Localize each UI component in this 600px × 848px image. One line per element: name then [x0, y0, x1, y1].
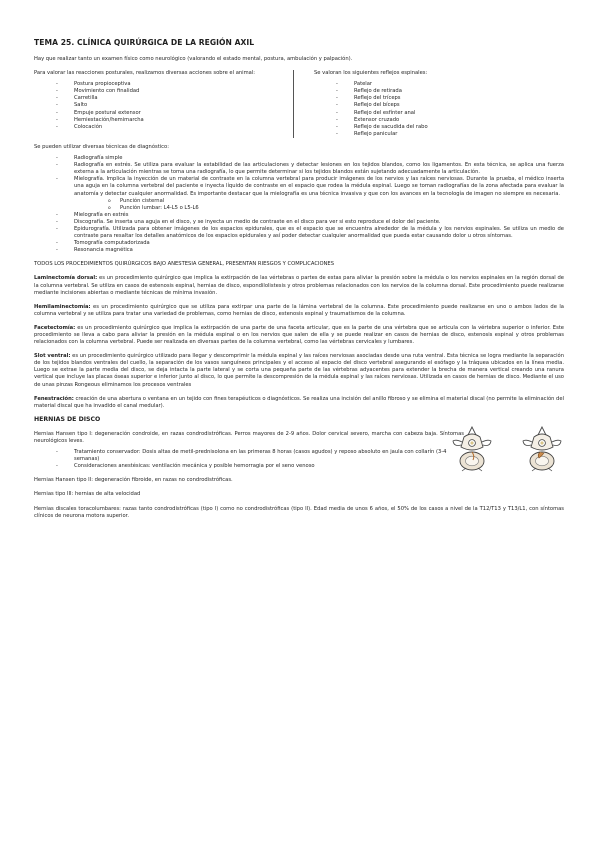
hernia-type-3: Hernias tipo III: hernias de alta velocidad [34, 491, 141, 498]
procedures-heading: TODOS LOS PROCEDIMIENTOS QUIRÚRGICOS BAJO ANESTESIA GENERAL, PRESENTAN RIESGOS Y COMPLICACIONES [34, 261, 334, 268]
list-item: - Hemiestación/hemimarcha [56, 117, 279, 124]
two-column-section [34, 70, 564, 138]
vertebra-diagram-2 [520, 425, 564, 477]
postural-reactions-heading: Para valorar las reacciones posturales, realizamos diversas acciones sobre el animal: [34, 70, 256, 77]
list-item: - Empuje postural extensor [56, 110, 279, 117]
hemilaminectomy-term: Hemilaminectomía: [34, 303, 91, 310]
list-item: - Radiografía en estrés. Se utiliza para evaluar la estabilidad de las articulaciones y detectar lesiones en los tejidos blandos, como los ligamentos. En esta técnica, se aplica una fuerza externa a la articulación mientras se toma una radiografía, lo que permite determinar si los tejidos blandos están sujetando adecuadamente la articulación. [56, 162, 564, 176]
list-item: - Reflejo de sacudida del rabo [336, 124, 564, 131]
list-item: - Discografía. Se inserta una aguja en el disco, y se inyecta un medio de contraste en el disco para ver si esto reproduce el dolor del paciente. [56, 219, 564, 226]
list-item: - Epidurografía. Utilizada para obtener imágenes de los espacios epidurales, que es el espacio que se encuentra alrededor de la médula y los nervios espinales. Se utiliza un medio de contraste para resaltar los detalles anatómicos de los espacios epidurales y así poder detectar cualquier anormalidad que pueda estar causando dolor u otros síntomas. [56, 226, 564, 240]
list-item: - Tratamiento conservador: Dosis altas de metil-prednisolona en las primeras 8 horas (casos agudos) y reposo absoluto en jaula con collarín (3-4 semanas) [56, 449, 464, 463]
hernias-text-block [34, 431, 464, 470]
list-item: - Postura propioceptiva [56, 81, 279, 88]
facetectomy-term: Facetectomía: [34, 324, 76, 331]
diagnostics-heading: Se pueden utilizar diversas técnicas de diagnóstico: [34, 143, 169, 150]
postural-reactions-list [56, 81, 279, 131]
list-item: - Movimiento con finalidad [56, 88, 279, 95]
list-item [56, 176, 564, 211]
hernias-heading: HERNIAS DE DISCO [34, 415, 101, 423]
facetectomy-paragraph [34, 325, 564, 346]
document-title: TEMA 25. CLÍNICA QUIRÚRGICA DE LA REGIÓN AXIL [34, 38, 255, 47]
list-item: - Reflejo del bíceps [336, 102, 564, 109]
list-item: - Patelar [336, 81, 564, 88]
myelography-sublist [108, 198, 564, 212]
postural-reactions-column [34, 70, 294, 138]
hernia-type-2: Hernias Hansen tipo II: degeneración fibroide, en razas no condrodistróficas. [34, 477, 233, 484]
list-item: - Reflejo panicular [336, 131, 564, 138]
spinal-reflexes-column [294, 70, 564, 138]
fenestration-paragraph [34, 396, 564, 410]
list-item: o Punción cisternal [108, 198, 564, 205]
list-item: - Resonancia magnética [56, 247, 564, 254]
list-item: - Reflejo de retirada [336, 88, 564, 95]
laminectomy-term: Laminectomía dorsal: [34, 275, 98, 282]
list-item: - Extensor cruzado [336, 117, 564, 124]
slot-ventral-term: Slot ventral: [34, 353, 71, 360]
fenestration-text: creación de una abertura o ventana en un tejido con fines terapéuticos o diagnósticos. Se realiza una incisión del anillo fibroso y se elimina el material discal (no permite la eliminación del material discal que ha invadido el canal medular). [34, 395, 564, 409]
diagnostics-list [56, 155, 564, 254]
list-item: - Reflejo del esfínter anal [336, 110, 564, 117]
list-item: - Radiografía simple [56, 155, 564, 162]
spinal-reflexes-heading: Se valoran los siguientes reflejos espinales: [314, 70, 428, 77]
laminectomy-text: es un procedimiento quirúrgico que implica la extirpación de las vértebras o partes de estas para aliviar la presión sobre la médula o los nervios espinales en la región dorsal de la columna vertebral. Se utiliza en casos de estenosis espinal, hernias de disco, espondilolistesis y otros problemas relacionados con los nervios de la columna dorsal. Este procedimiento puede realizarse mediante incisiones abiertas o mediante técnicas de mínima invasión. [34, 275, 564, 296]
list-item: - Consideraciones anestésicas: ventilación mecánica y posible hemorragia por el seno venoso [56, 463, 464, 470]
slot-ventral-text: es un procedimiento quirúrgico utilizado para llegar y descomprimir la médula espinal y las raíces nerviosas asociadas desde una ruta ventral. Esta técnica se logra mediante la separación de los tejidos blandos ventrales del cuello, la separación de los vasos sanguíneos principales y el acceso al espacio del disco vertebral asegurando el esófago y la tráquea ubicados en la línea media. Luego se extrae la parte media del disco, se deja intacta la parte lateral y se corta una pequeña parte de las vértebras adyacentes para extender la brecha de manera vertical creando una ranura vertical que incluye las placas óseas superior e inferior junto al disco, lo que permite la descompresión de la médula espinal y las raíces nerviosas. Utilizada en casos de hernias de disco. Mediante el uso de unas pinzas Rongeous eliminamos los procesos ventrales [34, 353, 564, 388]
hernia-thoracolumbar: Hernias discales toracolumbares: razas tanto condrodistróficas (tipo I) como no condrodistróficas (tipo II). Edad media de unos 6 años, el 50% de los casos a nivel de la T12/T13 y T13/L1, con síntomas clínicos de neurona motora superior. [34, 505, 564, 519]
laminectomy-paragraph [34, 275, 564, 296]
hemilaminectomy-paragraph [34, 304, 564, 318]
spinal-reflexes-list [336, 81, 564, 138]
hemilaminectomy-text: es un procedimiento quirúrgico que se utiliza para extirpar una parte de la lámina vertebral de la columna. Este procedimiento puede realizarse en uno o ambos lados de la columna vertebral y se utiliza para tratar una variedad de problemas, como hernias de disco, estenosis espinal y traumatismos de la columna. [34, 303, 564, 317]
list-item: - Tomografía computadorizada [56, 240, 564, 247]
fenestration-term: Fenestración: [34, 395, 74, 402]
vertebra-illustrations [450, 425, 564, 477]
facetectomy-text: es un procedimiento quirúrgico que implica la extirpación de una parte de una faceta articular, que es la parte de una vértebra que se articula con la vértebra superior o inferior. Este procedimiento se lleva a cabo para aliviar la presión en la médula espinal o en los nervios que salen de ella y se puede realizar en casos de hernias de disco, estenosis espinal y otros problemas relacionados con la columna vertebral. Puede ser realizada en diversas partes de la columna vertebral, como las vértebras cervicales y lumbares. [34, 324, 564, 346]
hernia-treatment-list [56, 449, 464, 470]
list-item: o Punción lumbar: L4-L5 o L5-L6 [108, 205, 564, 212]
list-item: - Carretilla [56, 95, 279, 102]
list-item: - Salto [56, 102, 279, 109]
hernias-section [34, 431, 564, 470]
vertebra-diagram-1 [450, 425, 494, 477]
slot-ventral-paragraph [34, 353, 564, 388]
list-item: - Colocación [56, 124, 279, 131]
list-item: - Reflejo del tríceps [336, 95, 564, 102]
intro-paragraph: Hay que realizar tanto un examen físico como neurológico (valorando el estado mental, postura, ambulación y palpación). [34, 56, 353, 62]
list-item: - Mielografía en estrés [56, 212, 564, 219]
hernia-type-1: Hernias Hansen tipo I: degeneración condroide, en razas condrodistróficas. Perros mayores de 2-9 años. Dolor cervical severo, marcha con cabeza baja. Síntomas neurológicos leves. [34, 430, 464, 444]
myelography-text: Mielografía. Implica la inyección de un material de contraste en la columna vertebral para producir imágenes de los nervios y las raíces nerviosas. Durante la prueba, el médico inserta una aguja en la columna vertebral del paciente e inyecta líquido de contraste en el espacio que rodea la médula espinal. Luego se toman radiografías de la zona afectada para evaluar la anatomía y detectar cualquier anormalidad. Es importante destacar que la mielografía es una técnica invasiva y que con los avances en la tecnología de imagen no siempre es necesaria. [74, 176, 564, 197]
